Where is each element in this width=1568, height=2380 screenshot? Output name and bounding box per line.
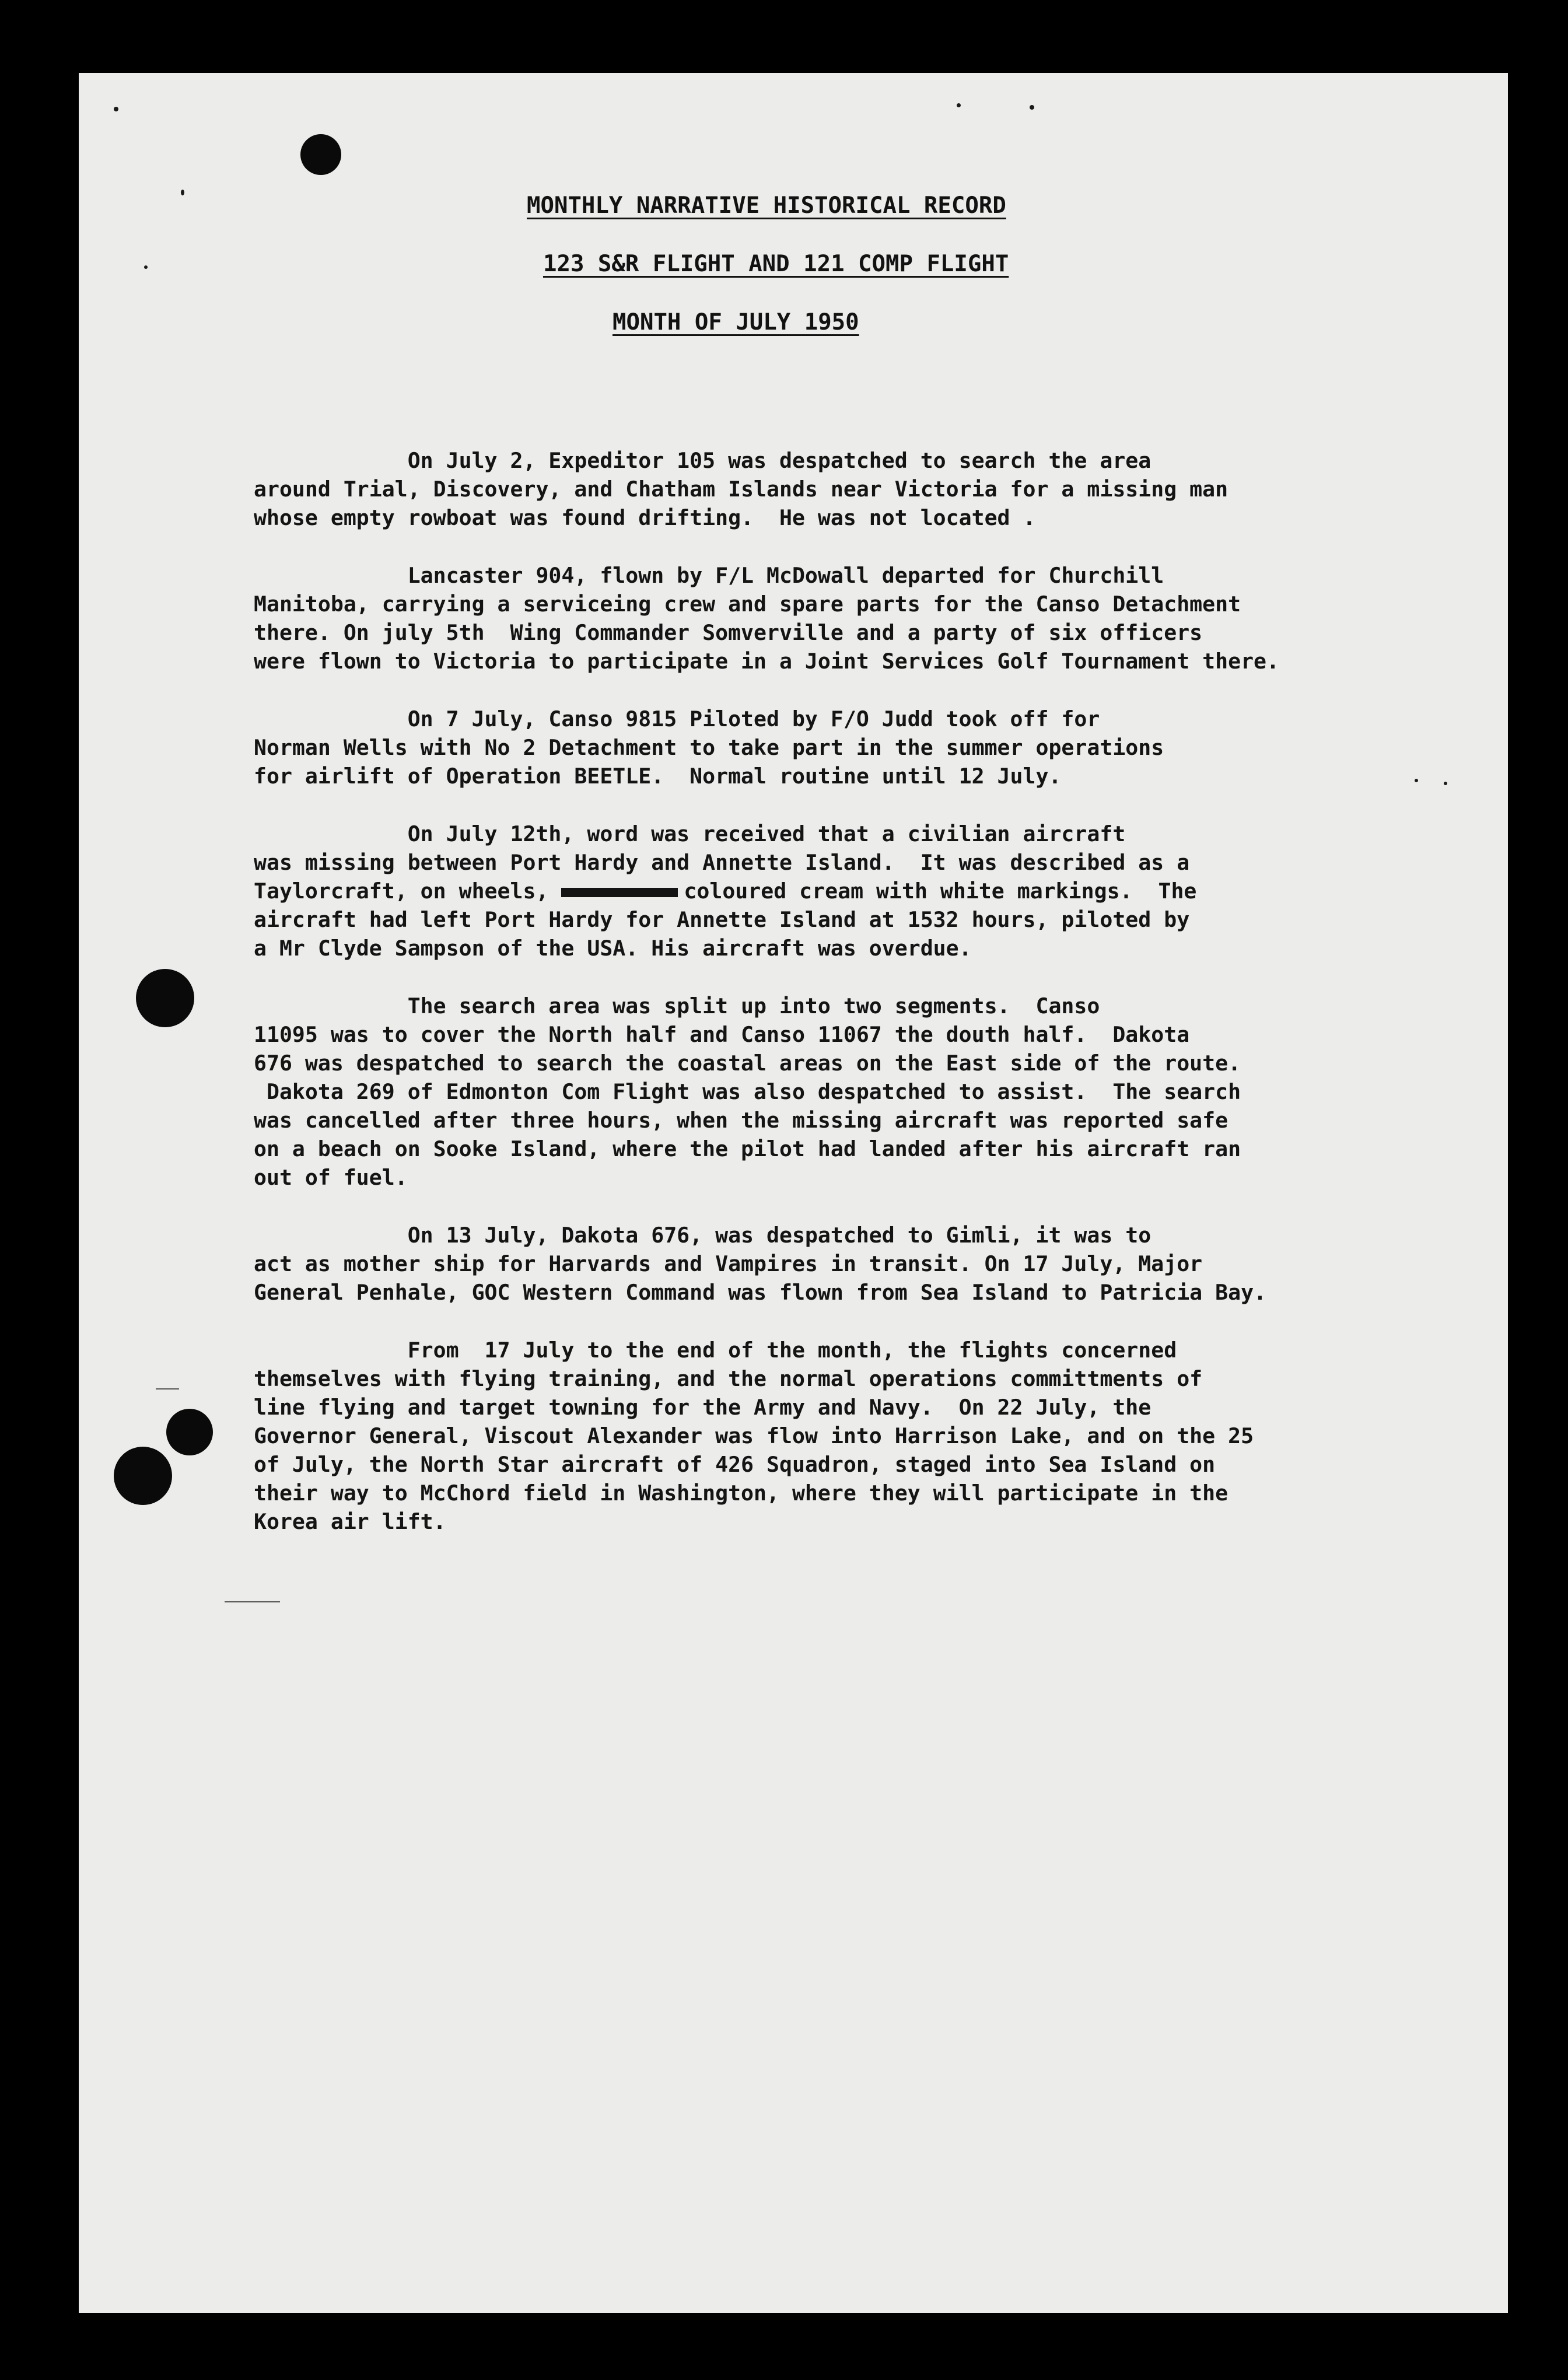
punch-hole-bottom-a bbox=[166, 1409, 213, 1455]
punch-hole-middle bbox=[136, 969, 194, 1027]
text-line: Manitoba, carrying a serviceing crew and spare parts for the Canso Detachment bbox=[254, 592, 1241, 617]
speck bbox=[144, 265, 148, 269]
text-line-redacted bbox=[254, 877, 1490, 905]
text-segment: coloured cream with white markings. The bbox=[684, 878, 1197, 904]
text-line: on a beach on Sooke Island, where the pilot had landed after his aircraft ran bbox=[254, 1136, 1241, 1161]
text-line: a Mr Clyde Sampson of the USA. His aircraft was overdue. bbox=[254, 936, 972, 961]
paragraph-search-area bbox=[254, 992, 1490, 1192]
text-line: Norman Wells with No 2 Detachment to take part in the summer operations bbox=[254, 735, 1164, 760]
text-line: aircraft had left Port Hardy for Annette Island at 1532 hours, piloted by bbox=[254, 907, 1190, 932]
text-line: The search area was split up into two segments. Canso bbox=[254, 993, 1100, 1019]
redaction-mark bbox=[561, 888, 678, 897]
text-line: General Penhale, GOC Western Command was flown from Sea Island to Patricia Bay. bbox=[254, 1280, 1267, 1305]
text-line: were flown to Victoria to participate in a Joint Services Golf Tournament there. bbox=[254, 649, 1279, 674]
text-line: around Trial, Discovery, and Chatham Islands near Victoria for a missing man bbox=[254, 477, 1228, 502]
text-line: of July, the North Star aircraft of 426 Squadron, staged into Sea Island on bbox=[254, 1452, 1216, 1477]
text-line: On July 12th, word was received that a civilian aircraft bbox=[254, 821, 1126, 846]
text-line: Lancaster 904, flown by F/L McDowall departed for Churchill bbox=[254, 563, 1164, 588]
text-line: 676 was despatched to search the coastal areas on the East side of the route. bbox=[254, 1051, 1241, 1076]
text-line: Korea air lift. bbox=[254, 1509, 446, 1534]
paragraph-end-of-month bbox=[254, 1336, 1490, 1536]
punch-hole-bottom-b bbox=[114, 1447, 172, 1505]
unit-heading: 123 S&R FLIGHT AND 121 COMP FLIGHT bbox=[543, 251, 1009, 277]
text-line: On July 2, Expeditor 105 was despatched to search the area bbox=[254, 448, 1152, 473]
speck bbox=[1030, 105, 1034, 110]
document-title: MONTHLY NARRATIVE HISTORICAL RECORD bbox=[527, 192, 1006, 219]
document-page bbox=[79, 73, 1508, 2313]
text-line: act as mother ship for Harvards and Vampires in transit. On 17 July, Major bbox=[254, 1251, 1203, 1276]
month-heading: MONTH OF JULY 1950 bbox=[612, 309, 859, 335]
paragraph-missing-aircraft bbox=[254, 820, 1490, 963]
text-line: Dakota 269 of Edmonton Com Flight was also despatched to assist. The search bbox=[254, 1079, 1241, 1104]
scratch-mark bbox=[156, 1388, 179, 1390]
text-line: themselves with flying training, and the normal operations committments of bbox=[254, 1366, 1203, 1391]
paragraph-dakota-676 bbox=[254, 1221, 1490, 1307]
text-line: 11095 was to cover the North half and Canso 11067 the douth half. Dakota bbox=[254, 1022, 1190, 1047]
scratch-mark bbox=[225, 1601, 280, 1602]
text-line: whose empty rowboat was found drifting. He was not located . bbox=[254, 505, 1036, 530]
text-line: On 7 July, Canso 9815 Piloted by F/O Judd took off for bbox=[254, 706, 1100, 732]
paragraph-expeditor bbox=[254, 446, 1490, 532]
text-line: for airlift of Operation BEETLE. Normal routine until 12 July. bbox=[254, 764, 1062, 789]
text-segment: Taylorcraft, on wheels, bbox=[254, 878, 549, 904]
paragraph-canso-9815 bbox=[254, 705, 1490, 790]
text-line: their way to McChord field in Washington, where they will participate in the bbox=[254, 1480, 1228, 1506]
text-line: was missing between Port Hardy and Annette Island. It was described as a bbox=[254, 850, 1190, 875]
speck bbox=[181, 190, 184, 195]
text-line: On 13 July, Dakota 676, was despatched to Gimli, it was to bbox=[254, 1223, 1152, 1248]
text-line: line flying and target towning for the Army and Navy. On 22 July, the bbox=[254, 1395, 1152, 1420]
text-line: was cancelled after three hours, when the missing aircraft was reported safe bbox=[254, 1108, 1228, 1133]
text-line: Governor General, Viscout Alexander was flow into Harrison Lake, and on the 25 bbox=[254, 1423, 1254, 1448]
text-line: From 17 July to the end of the month, the flights concerned bbox=[254, 1338, 1177, 1363]
narrative-body bbox=[254, 446, 1490, 1565]
text-line: out of fuel. bbox=[254, 1165, 408, 1190]
speck bbox=[957, 103, 961, 107]
speck bbox=[114, 107, 118, 111]
punch-hole-top bbox=[300, 134, 341, 175]
text-line: there. On july 5th Wing Commander Somverville and a party of six officers bbox=[254, 620, 1203, 645]
paragraph-lancaster bbox=[254, 561, 1490, 676]
